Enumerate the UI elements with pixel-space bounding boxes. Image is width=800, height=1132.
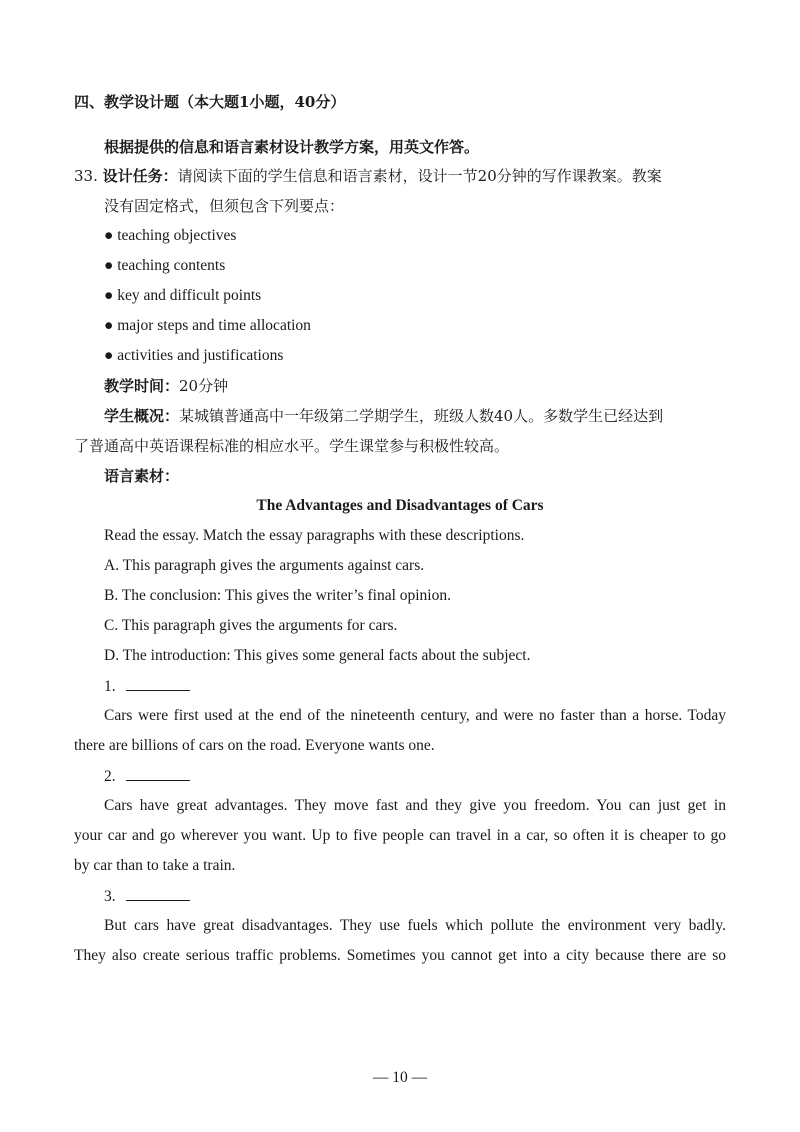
question-line-1 xyxy=(74,166,662,186)
blank-number-1: 1. xyxy=(104,678,116,695)
section-instruction: 根据提供的信息和语言素材设计教学方案，用英文作答。 xyxy=(104,138,480,156)
option-b: B. The conclusion: This gives the writer’s final opinion. xyxy=(104,587,451,604)
answer-blank-2 xyxy=(104,766,190,787)
time-value: 20分钟 xyxy=(179,377,229,395)
students-text-2: 了普通高中英语课程标准的相应水平。学生课堂参与积极性较高。 xyxy=(74,437,510,455)
task-text-1: 请阅读下面的学生信息和语言素材，设计一节20分钟的写作课教案。教案 xyxy=(177,167,662,185)
para3-line-2: They also create serious traffic problems. Sometimes you cannot get into a city because there are so xyxy=(74,947,726,964)
question-number: 33. xyxy=(74,167,98,185)
answer-blank-3 xyxy=(104,886,190,907)
task-label: 设计任务： xyxy=(102,167,178,185)
essay-title: The Advantages and Disadvantages of Cars xyxy=(256,497,544,514)
para2-line-1: Cars have great advantages. They move fast and they give you freedom. You can just get in xyxy=(104,797,726,814)
para2-line-2: your car and go wherever you want. Up to five people can travel in a car, so often it is cheaper to go xyxy=(74,827,726,844)
task-text-2: 没有固定格式，但须包含下列要点： xyxy=(104,197,345,215)
bullet-key-difficult-points: ● key and difficult points xyxy=(104,287,262,304)
page-number: — 10 — xyxy=(372,1069,428,1086)
para1-line-2: there are billions of cars on the road. Everyone wants one. xyxy=(74,737,435,754)
para1-line-1: Cars were first used at the end of the nineteenth century, and were no faster than a horse. Today xyxy=(104,707,726,724)
bullet-activities: ● activities and justifications xyxy=(104,347,284,364)
essay-instruction: Read the essay. Match the essay paragraphs with these descriptions. xyxy=(104,527,525,544)
blank-number-2: 2. xyxy=(104,768,116,785)
material-label: 语言素材： xyxy=(104,467,180,485)
option-c: C. This paragraph gives the arguments for cars. xyxy=(104,617,398,634)
blank-line-2 xyxy=(126,766,190,781)
teaching-time xyxy=(104,376,228,396)
answer-blank-1 xyxy=(104,676,190,697)
time-label: 教学时间： xyxy=(104,377,180,395)
para2-line-3: by car than to take a train. xyxy=(74,857,236,874)
students-text-1: 某城镇普通高中一年级第二学期学生，班级人数40人。多数学生已经达到 xyxy=(179,407,664,425)
blank-line-3 xyxy=(126,886,190,901)
bullet-major-steps: ● major steps and time allocation xyxy=(104,317,311,334)
students-label: 学生概况： xyxy=(104,407,180,425)
blank-line-1 xyxy=(126,676,190,691)
option-d: D. The introduction: This gives some general facts about the subject. xyxy=(104,647,531,664)
section-heading: 四、教学设计题（本大题1小题，40分） xyxy=(74,93,346,111)
bullet-teaching-objectives: ● teaching objectives xyxy=(104,227,237,244)
students-line-1 xyxy=(104,406,663,426)
blank-number-3: 3. xyxy=(104,888,116,905)
bullet-teaching-contents: ● teaching contents xyxy=(104,257,226,274)
option-a: A. This paragraph gives the arguments against cars. xyxy=(104,557,425,574)
para3-line-1: But cars have great disadvantages. They use fuels which pollute the environment very badly. xyxy=(104,917,726,934)
